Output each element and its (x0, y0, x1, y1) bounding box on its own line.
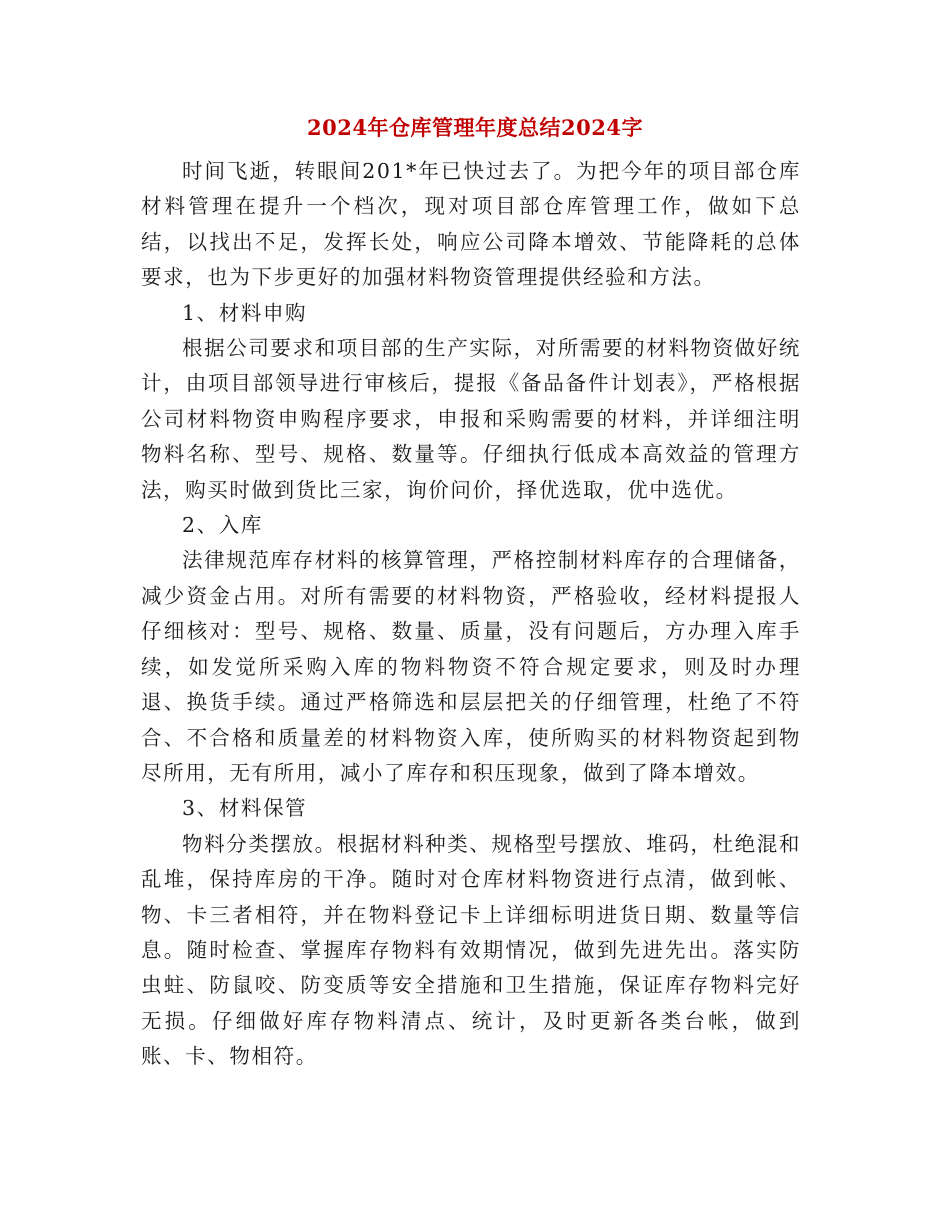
intro-paragraph: 时间飞逝，转眼间201*年已快过去了。为把今年的项目部仓库材料管理在提升一个档次，现对项目部仓库管理工作，做如下总结，以找出不足，发挥长处，响应公司降本增效、节能降耗的总体要求，也为下步更好的加强材料物资管理提供经验和方法。 (141, 159, 801, 290)
section-heading-purchase: 1、材料申购 (182, 300, 308, 325)
storage-paragraph: 物料分类摆放。根据材料种类、规格型号摆放、堆码，杜绝混和乱堆，保持库房的干净。随时对仓库材料物资进行点清，做到帐、物、卡三者相符，并在物料登记卡上详细标明进货日期、数量等信息。随时检查、掌握库存物料有效期情况，做到先进先出。落实防虫蛀、防鼠咬、防变质等安全措施和卫生措施，保证库存物料完好无损。仔细做好库存物料清点、统计，及时更新各类台帐，做到账、卡、物相符。 (141, 831, 801, 1069)
purchase-paragraph: 根据公司要求和项目部的生产实际，对所需要的材料物资做好统计，由项目部领导进行审核后，提报《备品备件计划表》，严格根据公司材料物资申购程序要求，申报和采购需要的材料，并详细注明物料名称、型号、规格、数量等。仔细执行低成本高效益的管理方法，购买时做到货比三家，询价问价，择优选取，优中选优。 (141, 336, 801, 502)
document-title: 2024年仓库管理年度总结2024字 (307, 115, 643, 140)
section-heading-warehousing: 2、入库 (182, 513, 263, 538)
document-body (141, 154, 801, 1075)
section-heading-storage: 3、材料保管 (182, 796, 308, 821)
warehousing-paragraph: 法律规范库存材料的核算管理，严格控制材料库存的合理储备，减少资金占用。对所有需要的材料物资，严格验收，经材料提报人仔细核对：型号、规格、数量、质量，没有问题后，方办理入库手续，如发觉所采购入库的物料物资不符合规定要求，则及时办理退、换货手续。通过严格筛选和层层把关的仔细管理，杜绝了不符合、不合格和质量差的材料物资入库，使所购买的材料物资起到物尽所用，无有所用，减小了库存和积压现象，做到了降本增效。 (141, 548, 801, 785)
